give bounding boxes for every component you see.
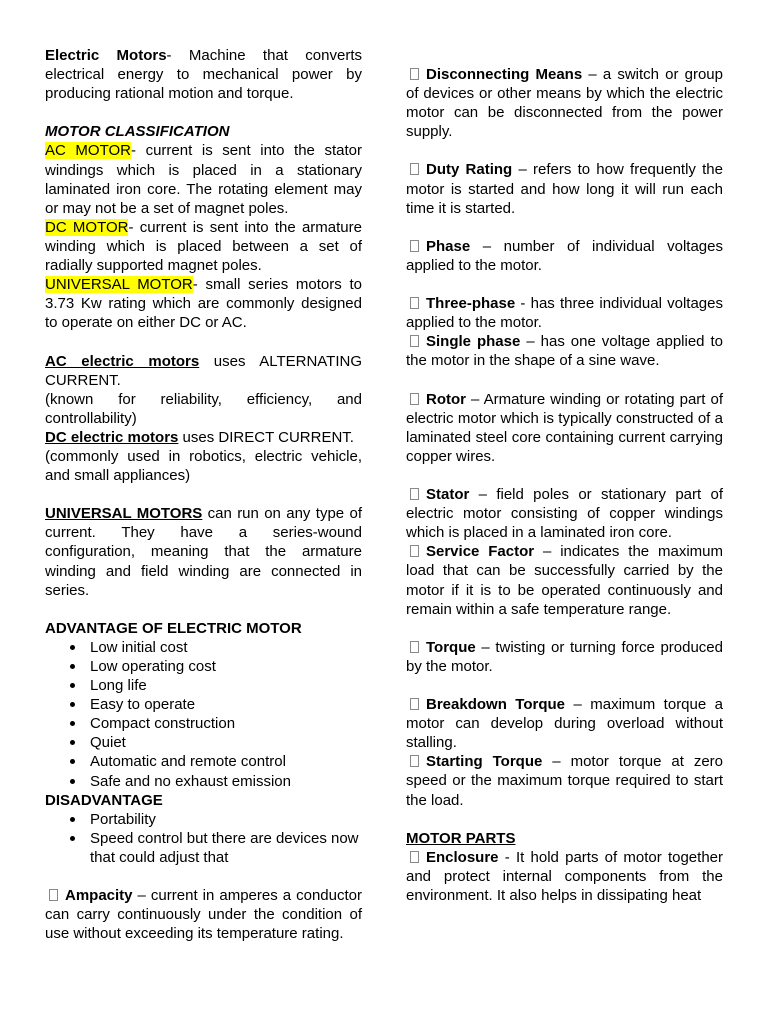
missing-glyph-box-icon — [410, 240, 419, 252]
left-column — [45, 46, 362, 943]
ac-motor-term: AC MOTOR — [45, 142, 131, 160]
parts-heading: MOTOR PARTS — [406, 829, 516, 847]
three-phase-text: - has three individual voltages applied to the motor. — [406, 295, 723, 332]
torque-text: – twisting or turning force produced by the motor. — [406, 638, 723, 675]
breakdown-term: Breakdown Torque — [426, 696, 566, 714]
list-item: Automatic and remote control — [90, 752, 362, 771]
disadvantages-list — [45, 810, 362, 867]
phase-text: – number of individual voltages applied to the motor. — [406, 237, 723, 274]
duty-term: Duty Rating — [426, 161, 513, 179]
list-item: Low initial cost — [90, 638, 362, 657]
list-item: Long life — [90, 676, 362, 695]
universal-motor-paragraph — [45, 275, 362, 332]
right-column — [406, 65, 723, 905]
classification-heading: MOTOR CLASSIFICATION — [45, 123, 230, 141]
stator-text: – field poles or stationary part of electric motor consisting of copper windings which is placed in a laminated iron core. — [406, 486, 723, 542]
missing-glyph-box-icon — [410, 755, 419, 767]
intro-term: Electric Motors — [45, 47, 167, 64]
universal-motors-text: can run on any type of current. They have a series-wound configuration, meaning that the armature winding and field winding are connected in series. — [45, 505, 362, 599]
universal-motors-paragraph — [45, 504, 362, 599]
missing-glyph-box-icon — [410, 698, 419, 710]
dc-electric-text: uses DIRECT CURRENT. — [178, 428, 354, 446]
single-phase-paragraph — [406, 332, 723, 370]
missing-glyph-box-icon — [410, 68, 419, 80]
starting-paragraph — [406, 752, 723, 809]
torque-term: Torque — [426, 638, 476, 656]
universal-motors-term: UNIVERSAL MOTORS — [45, 505, 203, 523]
three-phase-paragraph — [406, 294, 723, 332]
phase-term: Phase — [426, 237, 471, 255]
dc-electric-note: (commonly used in robotics, electric vehicle, and small appliances) — [45, 447, 362, 485]
ampacity-term: Ampacity — [65, 887, 133, 905]
intro-paragraph — [45, 46, 362, 103]
stator-paragraph — [406, 485, 723, 542]
disconnecting-text: – a switch or group of devices or other means by which the electric motor can be disconnected from the power supply. — [406, 66, 723, 141]
ampacity-paragraph — [45, 886, 362, 943]
ac-motor-text: - current is sent into the stator windings which is placed in a stationary laminated iron core. The rotating element may or may not be a set of magnet poles. — [45, 142, 363, 217]
advantage-heading: ADVANTAGE OF ELECTRIC MOTOR — [45, 619, 302, 637]
dc-motor-text: - current is sent into the armature winding which is placed between a set of radially supported magnet poles. — [45, 218, 362, 275]
list-item: Quiet — [90, 733, 362, 752]
duty-paragraph — [406, 160, 723, 217]
enclosure-text: - It hold parts of motor together and protect internal components from the environment. It also helps in dissipating heat — [406, 848, 723, 905]
missing-glyph-box-icon — [410, 335, 419, 347]
disadvantage-heading: DISADVANTAGE — [45, 791, 163, 809]
list-item: Portability — [90, 810, 362, 829]
intro-text: - Machine that converts electrical energy to mechanical power by producing rational motion and torque. — [45, 47, 362, 103]
rotor-paragraph — [406, 390, 723, 466]
disconnecting-term: Disconnecting Means — [426, 66, 583, 83]
service-text: – indicates the maximum load that can be successfully carried by the motor if it is to be operated continuously and remain within a safe temperature range. — [406, 543, 724, 618]
single-phase-text: – has one voltage applied to the motor in the shape of a sine wave. — [406, 333, 723, 370]
missing-glyph-box-icon — [49, 889, 58, 901]
dc-motor-term: DC MOTOR — [45, 218, 129, 236]
starting-term: Starting Torque — [426, 753, 543, 771]
enclosure-paragraph — [406, 848, 723, 905]
starting-text: – motor torque at zero speed or the maximum torque required to start the load. — [406, 753, 723, 809]
ampacity-text: – current in amperes a conductor can carry continuously under the condition of use without exceeding its temperature rating. — [45, 887, 362, 943]
stator-term: Stator — [426, 486, 470, 504]
list-item: Easy to operate — [90, 695, 362, 714]
ac-electric-note: (known for reliability, efficiency, and controllability) — [45, 390, 362, 427]
three-phase-term: Three-phase — [426, 295, 516, 313]
ac-motor-paragraph — [45, 141, 362, 217]
dc-electric-term: DC electric motors — [45, 428, 179, 446]
single-phase-term: Single phase — [426, 333, 521, 351]
rotor-term: Rotor — [426, 390, 466, 408]
dc-electric-paragraph — [45, 428, 362, 447]
list-item: Safe and no exhaust emission — [90, 772, 362, 791]
ac-electric-term: AC electric motors — [45, 352, 200, 370]
breakdown-paragraph — [406, 695, 723, 752]
phase-paragraph — [406, 237, 723, 275]
disconnecting-paragraph — [406, 65, 723, 141]
enclosure-term: Enclosure — [426, 848, 499, 866]
missing-glyph-box-icon — [410, 393, 419, 405]
service-paragraph — [406, 542, 723, 618]
universal-motor-text: - small series motors to 3.73 Kw rating which are commonly designed to operate on either DC or AC. — [45, 276, 362, 332]
missing-glyph-box-icon — [410, 297, 419, 309]
missing-glyph-box-icon — [410, 545, 419, 557]
torque-paragraph — [406, 638, 723, 676]
breakdown-text: – maximum torque a motor can develop during overload without stalling. — [406, 696, 723, 752]
universal-motor-term: UNIVERSAL MOTOR — [45, 276, 193, 294]
ac-electric-text: uses ALTERNATING CURRENT. — [45, 352, 363, 389]
missing-glyph-box-icon — [410, 641, 419, 653]
list-item: Low operating cost — [90, 657, 362, 676]
rotor-text: – Armature winding or rotating part of electric motor which is typically constructed of a laminated steel core containing current carrying copper wires. — [406, 390, 723, 465]
missing-glyph-box-icon — [410, 488, 419, 500]
service-term: Service Factor — [426, 543, 535, 561]
missing-glyph-box-icon — [410, 163, 419, 175]
duty-text: – refers to how frequently the motor is started and how long it will run each time it is started. — [406, 161, 723, 217]
list-item: Speed control but there are devices now that could adjust that — [90, 829, 362, 867]
missing-glyph-box-icon — [410, 851, 419, 863]
list-item: Compact construction — [90, 714, 362, 733]
advantages-list — [45, 638, 362, 791]
dc-motor-paragraph — [45, 218, 362, 275]
ac-electric-paragraph — [45, 352, 362, 390]
